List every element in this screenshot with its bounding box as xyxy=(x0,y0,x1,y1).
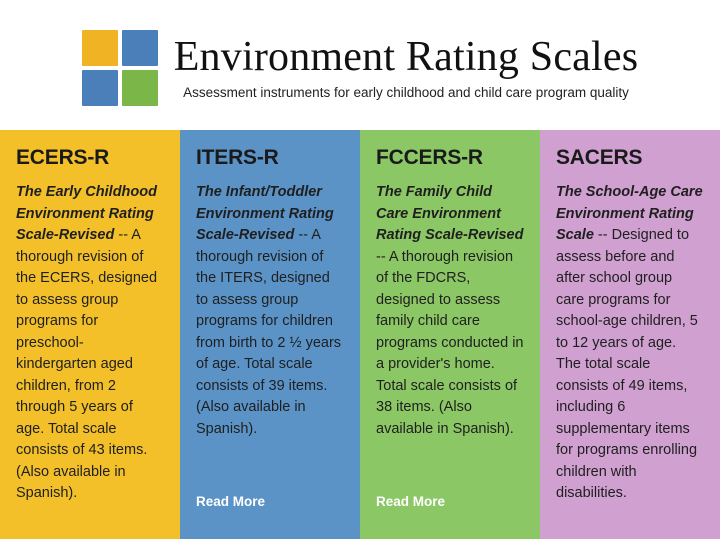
column-title: ITERS-R xyxy=(196,146,279,169)
four-square-logo-icon xyxy=(82,30,158,106)
column-emphasis: The Early Childhood Environment Rating Scale-Revised xyxy=(16,184,157,243)
column-title: FCCERS-R xyxy=(376,146,483,169)
logo-square-bottom-right xyxy=(122,70,158,106)
column-ecers-r xyxy=(0,130,180,539)
column-emphasis: The School-Age Care Environment Rating Scale xyxy=(556,184,703,243)
column-title: ECERS-R xyxy=(16,146,110,169)
column-emphasis: The Family Child Care Environment Rating Scale-Revised xyxy=(376,184,524,243)
column-description xyxy=(556,182,704,505)
column-fccers-r xyxy=(360,130,540,539)
read-more-link[interactable]: Read More xyxy=(376,494,446,509)
page-subtitle: Assessment instruments for early childhood and child care program quality xyxy=(183,85,629,100)
column-description xyxy=(376,182,524,440)
column-description xyxy=(196,182,344,440)
logo-square-top-left xyxy=(82,30,118,66)
column-text: -- A thorough revision of the FDCRS, designed to assess family child care programs conducted in a provider's home. Total scale consists of 38 items. (Also available in Spanish). xyxy=(376,248,524,437)
column-title: SACERS xyxy=(556,146,643,169)
column-text: -- A thorough revision of the ECERS, designed to assess group programs for preschool-kindergarten aged children, from 2 through 5 years of age. Total scale consists of 43 items. (Also available in Spanish). xyxy=(16,227,158,501)
column-text: -- Designed to assess before and after school group care programs for school-age children, 5 to 12 years of age. The total scale consists of 49 items, including 6 supplementary items for programs enrolling children with disabilities. xyxy=(556,227,698,501)
logo-square-bottom-left xyxy=(82,70,118,106)
column-emphasis: The Infant/Toddler Environment Rating Scale-Revised xyxy=(196,184,334,243)
column-text: -- A thorough revision of the ITERS, designed to assess group programs for children from birth to 2 ½ years of age. Total scale consists of 39 items. (Also available in Spanish). xyxy=(196,227,342,437)
column-description xyxy=(16,182,164,505)
column-iters-r xyxy=(180,130,360,539)
title-block xyxy=(174,34,639,102)
page-title: Environment Rating Scales xyxy=(173,34,639,80)
page-header xyxy=(0,0,720,130)
column-sacers xyxy=(540,130,720,539)
logo-square-top-right xyxy=(122,30,158,66)
read-more-link[interactable]: Read More xyxy=(196,494,266,509)
scales-columns xyxy=(0,130,720,539)
